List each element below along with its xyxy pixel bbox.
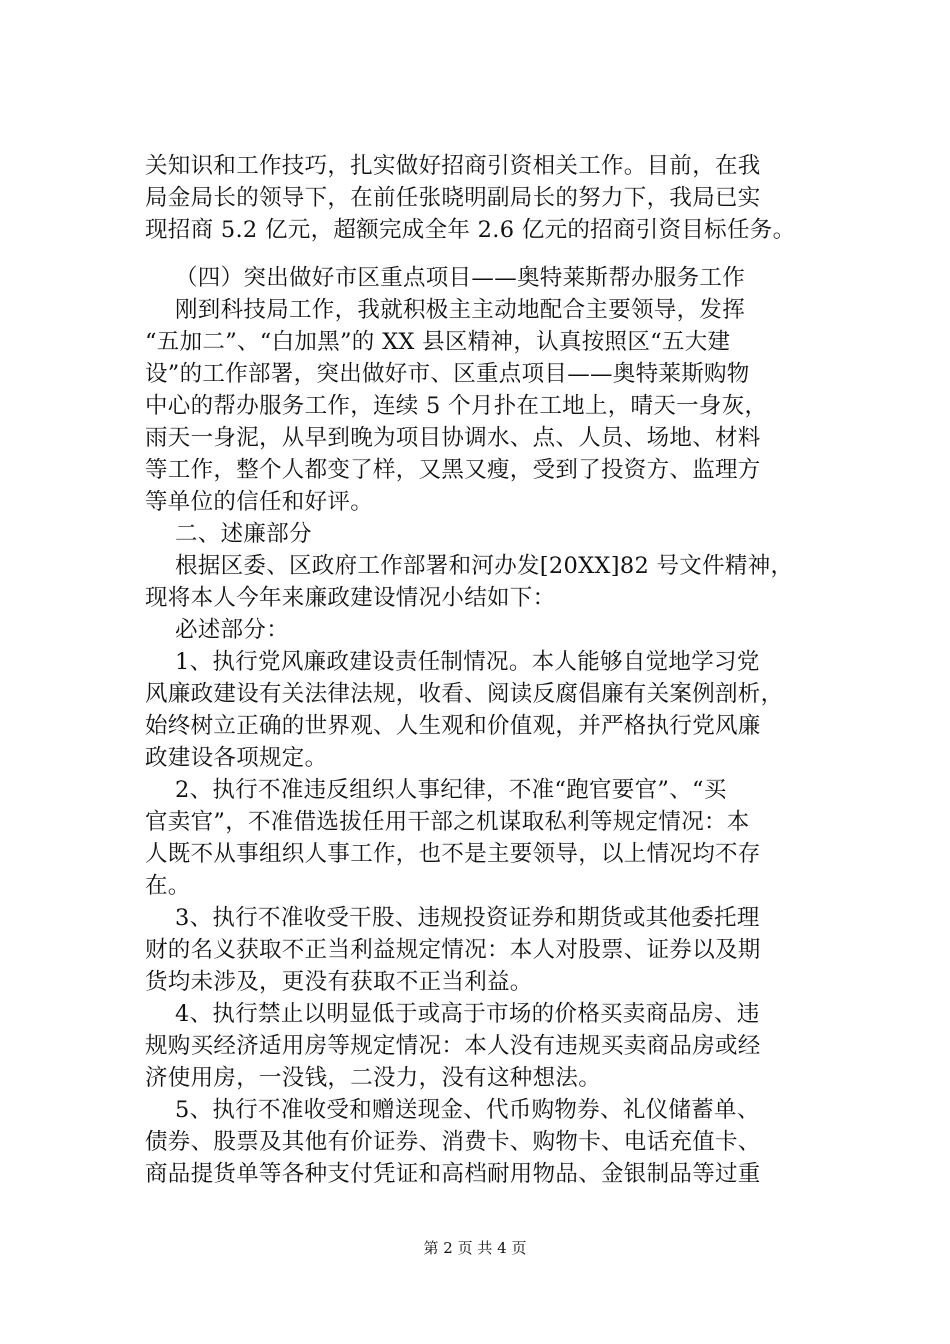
text-line-28: 规购买经济适用房等规定情况：本人没有违规买卖商品房或经 — [145, 1033, 761, 1059]
section-heading-2: 二、述廉部分 — [175, 521, 312, 547]
text-line-22: 人既不从事组织人事工作，也不是主要领导，以上情况均不存 — [145, 841, 761, 867]
text-line-27: 4、执行禁止以明显低于或高于市场的价格买卖商品房、违 — [175, 1001, 760, 1027]
text-line-11: 等单位的信任和好评。 — [145, 489, 374, 515]
text-line-16: 1、执行党风廉政建设责任制情况。本人能够自觉地学习党 — [175, 649, 760, 675]
page-number-footer: 第 2 页 共 4 页 — [423, 1239, 527, 1257]
text-line-13: 根据区委、区政府工作部署和河办发[20XX]82 号文件精神， — [175, 553, 794, 579]
text-line-20: 2、执行不准违反组织人事纪律，不准“跑官要官”、“买 — [175, 777, 727, 803]
text-line-26: 货均未涉及，更没有获取不正当利益。 — [145, 969, 533, 995]
text-line-2: 局金局长的领导下，在前任张晓明副局长的努力下，我局已实 — [145, 185, 761, 211]
text-line-6: “五加二”、“白加黑”的 XX 县区精神，认真按照区“五大建 — [145, 329, 731, 355]
text-line-18: 始终树立正确的世界观、人生观和价值观，并严格执行党风廉 — [145, 713, 761, 739]
text-line-7: 设”的工作部署，突出做好市、区重点项目——奥特莱斯购物 — [145, 361, 750, 387]
text-line-14: 现将本人今年来廉政建设情况小结如下： — [145, 585, 556, 611]
subheading-required: 必述部分： — [175, 617, 290, 643]
text-line-30: 5、执行不准收受和赠送现金、代币购物券、礼仪储蓄单、 — [175, 1097, 760, 1123]
text-line-21: 官卖官”，不准借选拔任用干部之机谋取私利等规定情况：本 — [145, 809, 750, 835]
text-line-5: 刚到科技局工作，我就积极主主动地配合主要领导，发挥 — [175, 297, 746, 323]
text-line-9: 雨天一身泥，从早到晚为项目协调水、点、人员、场地、材料 — [145, 425, 761, 451]
text-line-8: 中心的帮办服务工作，连续 5 个月扑在工地上，晴天一身灰， — [145, 393, 768, 419]
text-line-17: 风廉政建设有关法律法规，收看、阅读反腐倡廉有关案例剖析， — [145, 681, 784, 707]
text-line-24: 3、执行不准收受干股、违规投资证券和期货或其他委托理 — [175, 905, 760, 931]
text-line-23: 在。 — [145, 873, 191, 899]
text-line-1: 关知识和工作技巧，扎实做好招商引资相关工作。目前，在我 — [145, 153, 761, 179]
text-line-10: 等工作，整个人都变了样，又黑又瘦，受到了投资方、监理方 — [145, 457, 761, 483]
text-line-19: 政建设各项规定。 — [145, 745, 328, 771]
text-line-29: 济使用房，一没钱，二没力，没有这种想法。 — [145, 1065, 602, 1091]
text-line-3: 现招商 5.2 亿元，超额完成全年 2.6 亿元的招商引资目标任务。 — [145, 217, 796, 243]
text-line-31: 债券、股票及其他有价证券、消费卡、购物卡、电话充值卡、 — [145, 1129, 761, 1155]
text-line-32: 商品提货单等各种支付凭证和高档耐用物品、金银制品等过重 — [145, 1161, 761, 1187]
section-heading-4: （四）突出做好市区重点项目——奥特莱斯帮办服务工作 — [175, 265, 746, 291]
text-line-25: 财的名义获取不正当利益规定情况：本人对股票、证券以及期 — [145, 937, 761, 963]
